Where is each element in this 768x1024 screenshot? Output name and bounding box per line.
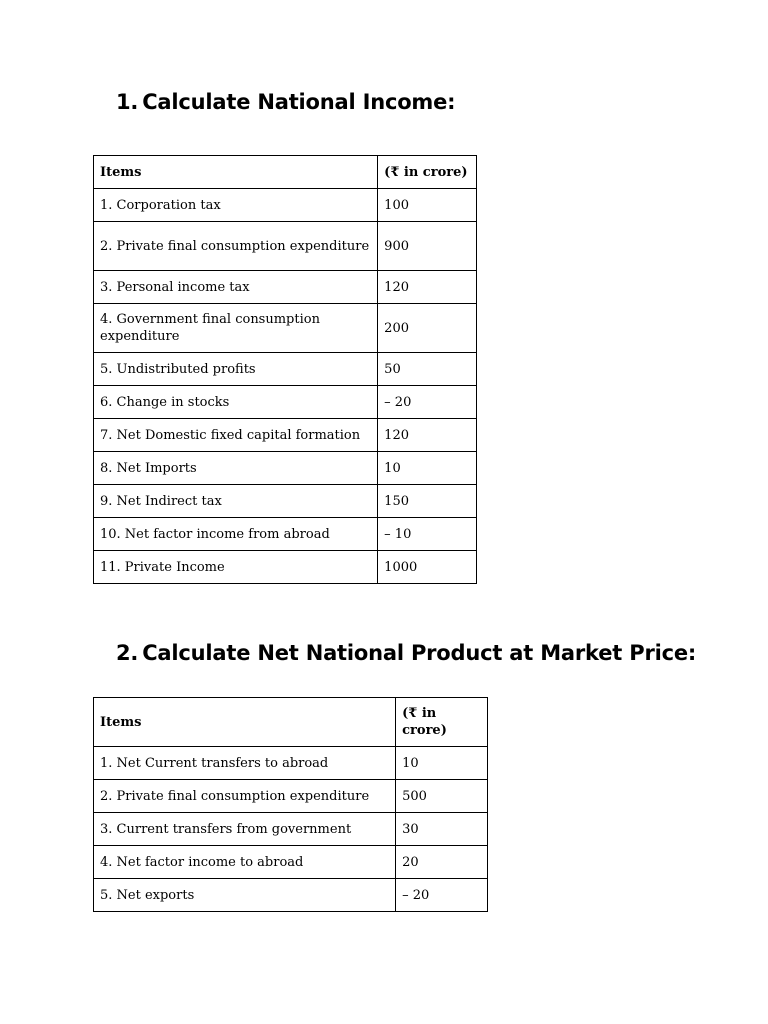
table-header-row: [94, 156, 477, 189]
header-items: Items: [94, 156, 378, 189]
table-header-row: [94, 698, 488, 747]
item-cell: 9. Net Indirect tax: [94, 485, 378, 518]
value-cell: 150: [378, 485, 477, 518]
value-cell: 120: [378, 271, 477, 304]
table-row: [94, 485, 477, 518]
value-cell: 200: [378, 304, 477, 353]
table-row: [94, 551, 477, 584]
item-cell: 1. Net Current transfers to abroad: [94, 747, 396, 780]
item-cell: 5. Undistributed profits: [94, 353, 378, 386]
table-row: [94, 879, 488, 912]
item-cell: 4. Government final consumption expenditure: [94, 304, 378, 353]
value-cell: 30: [396, 813, 488, 846]
value-cell: 120: [378, 419, 477, 452]
item-cell: 1. Corporation tax: [94, 189, 378, 222]
table-row: [94, 304, 477, 353]
value-cell: – 20: [378, 386, 477, 419]
table-row: [94, 846, 488, 879]
item-cell: 2. Private final consumption expenditure: [94, 780, 396, 813]
section-2-number: 2.: [116, 641, 139, 665]
table-row: [94, 747, 488, 780]
table-row: [94, 813, 488, 846]
item-cell: 7. Net Domestic fixed capital formation: [94, 419, 378, 452]
value-cell: 50: [378, 353, 477, 386]
table-row: [94, 518, 477, 551]
item-cell: 11. Private Income: [94, 551, 378, 584]
section-1-number: 1.: [116, 90, 139, 114]
item-cell: 3. Personal income tax: [94, 271, 378, 304]
item-cell: 3. Current transfers from government: [94, 813, 396, 846]
table-row: [94, 452, 477, 485]
item-cell: 10. Net factor income from abroad: [94, 518, 378, 551]
table-row: [94, 386, 477, 419]
table-row: [94, 271, 477, 304]
value-cell: 100: [378, 189, 477, 222]
section-2-heading: [116, 643, 696, 664]
section-1-title: Calculate National Income:: [142, 90, 456, 114]
header-unit: (₹ in crore): [378, 156, 477, 189]
item-cell: 4. Net factor income to abroad: [94, 846, 396, 879]
nnp-market-price-table: [93, 697, 488, 912]
table-row: [94, 419, 477, 452]
item-cell: 6. Change in stocks: [94, 386, 378, 419]
header-unit: (₹ in crore): [396, 698, 488, 747]
item-cell: 2. Private final consumption expenditure: [94, 222, 378, 271]
value-cell: – 10: [378, 518, 477, 551]
header-items: Items: [94, 698, 396, 747]
value-cell: 900: [378, 222, 477, 271]
value-cell: – 20: [396, 879, 488, 912]
table-row: [94, 189, 477, 222]
national-income-table: [93, 155, 477, 584]
table-row: [94, 222, 477, 271]
value-cell: 10: [396, 747, 488, 780]
value-cell: 1000: [378, 551, 477, 584]
value-cell: 10: [378, 452, 477, 485]
section-1-heading: [116, 92, 455, 113]
value-cell: 20: [396, 846, 488, 879]
item-cell: 8. Net Imports: [94, 452, 378, 485]
item-cell: 5. Net exports: [94, 879, 396, 912]
table-row: [94, 780, 488, 813]
section-2-title: Calculate Net National Product at Market Price:: [142, 641, 697, 665]
table-row: [94, 353, 477, 386]
value-cell: 500: [396, 780, 488, 813]
